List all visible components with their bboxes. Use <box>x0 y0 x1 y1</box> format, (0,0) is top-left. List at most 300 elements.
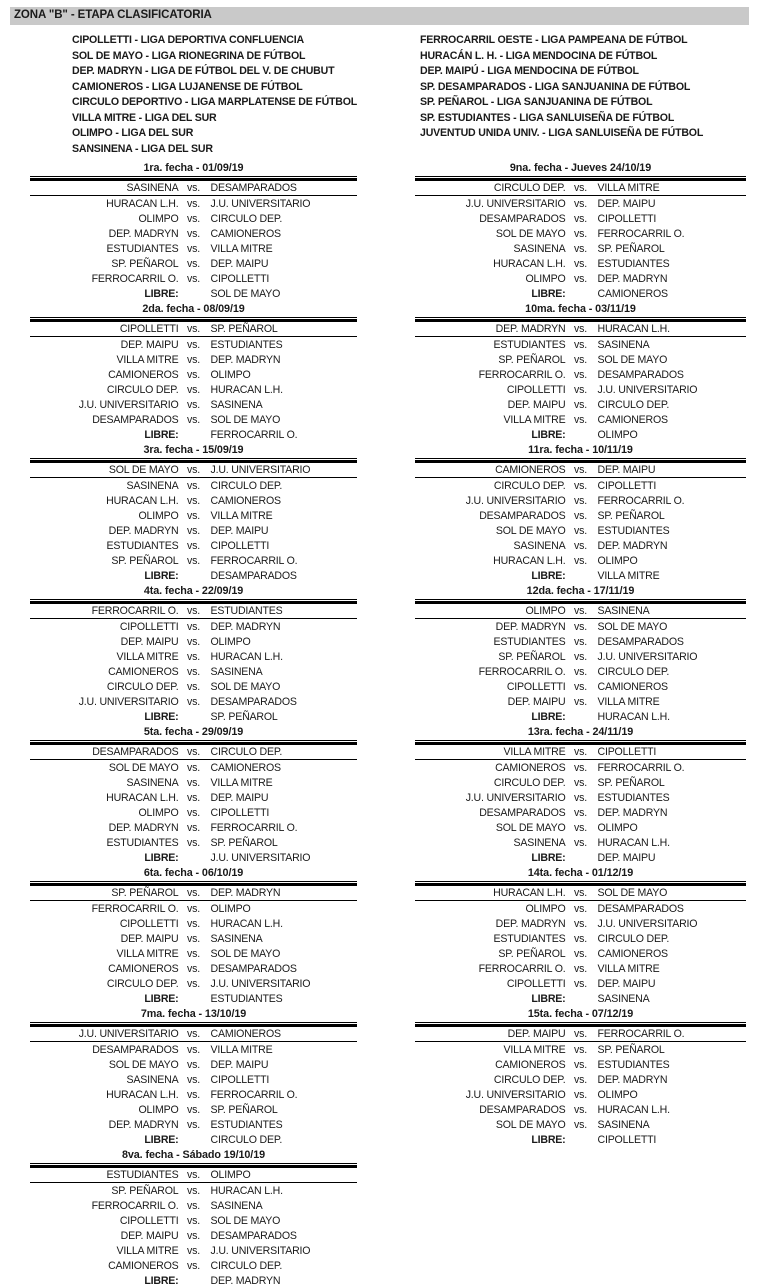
vs-label: vs. <box>187 635 200 648</box>
match-row <box>30 337 357 352</box>
home-team: DEP. MAIPU <box>507 1028 566 1040</box>
away-team: CIRCULO DEP. <box>210 212 283 225</box>
match-row <box>415 553 746 568</box>
away-team: J.U. UNIVERSITARIO <box>210 464 311 476</box>
away-team: OLIMPO <box>597 554 638 567</box>
home-team: ESTUDIANTES <box>106 242 179 255</box>
team-league-line: SOL DE MAYO - LIGA RIONEGRINA DE FÚTBOL <box>72 49 306 62</box>
match-row <box>415 1117 746 1132</box>
match-row <box>415 397 746 412</box>
vs-label: vs. <box>574 464 587 476</box>
match-row <box>30 805 357 820</box>
away-team: CIPOLLETTI <box>210 272 270 285</box>
libre-team: J.U. UNIVERSITARIO <box>210 851 311 864</box>
fecha-title: 4ta. fecha - 22/09/19 <box>30 583 357 600</box>
away-team: CAMIONEROS <box>597 947 668 960</box>
home-team: DEP. MAIPU <box>120 932 179 945</box>
libre-row <box>415 286 746 301</box>
away-team: OLIMPO <box>210 902 251 915</box>
vs-label: vs. <box>187 413 200 426</box>
vs-label: vs. <box>187 353 200 366</box>
team-league-line: SP. DESAMPARADOS - LIGA SANJUANINA DE FÚTBOL <box>420 80 691 93</box>
vs-label: vs. <box>187 947 200 960</box>
vs-label: vs. <box>187 524 200 537</box>
match-row <box>415 664 746 679</box>
home-team: CIRCULO DEP. <box>493 776 566 789</box>
match-row <box>415 463 746 478</box>
away-team: ESTUDIANTES <box>210 1118 283 1131</box>
vs-label: vs. <box>187 650 200 663</box>
home-team: CIPOLLETTI <box>506 977 566 990</box>
away-team: SP. PEÑAROL <box>210 323 278 335</box>
vs-label: vs. <box>187 695 200 708</box>
home-team: CAMIONEROS <box>495 464 566 476</box>
fecha-title: 11ra. fecha - 10/11/19 <box>415 442 746 459</box>
away-team: VILLA MITRE <box>597 182 660 194</box>
away-team: CIPOLLETTI <box>210 1073 270 1086</box>
home-team: J.U. UNIVERSITARIO <box>78 398 179 411</box>
vs-label: vs. <box>574 182 587 194</box>
fecha-block <box>415 1006 746 1147</box>
libre-team: ESTUDIANTES <box>210 992 283 1005</box>
match-row <box>30 1258 357 1273</box>
vs-label: vs. <box>187 479 200 492</box>
vs-label: vs. <box>187 1199 200 1212</box>
away-team: VILLA MITRE <box>210 242 273 255</box>
match-row <box>415 181 746 196</box>
away-team: FERROCARRIL O. <box>210 821 298 834</box>
match-row <box>415 1072 746 1087</box>
away-team: VILLA MITRE <box>210 509 273 522</box>
vs-label: vs. <box>187 806 200 819</box>
away-team: HURACAN L.H. <box>210 383 283 396</box>
vs-label: vs. <box>574 524 587 537</box>
away-team: DEP. MAIPU <box>210 524 269 537</box>
away-team: CIPOLLETTI <box>597 479 657 492</box>
away-team: SP. PEÑAROL <box>597 509 665 522</box>
home-team: CIRCULO DEP. <box>493 479 566 492</box>
match-row <box>415 760 746 775</box>
home-team: OLIMPO <box>525 272 566 285</box>
home-team: OLIMPO <box>138 1103 179 1116</box>
away-team: DESAMPARADOS <box>210 695 297 708</box>
home-team: HURACAN L.H. <box>493 554 566 567</box>
teams-list-right <box>420 33 759 157</box>
home-team: DEP. MADRYN <box>108 821 179 834</box>
match-row <box>415 901 746 916</box>
match-row <box>30 1198 357 1213</box>
home-team: SP. PEÑAROL <box>498 650 566 663</box>
vs-label: vs. <box>574 257 587 270</box>
match-row <box>30 634 357 649</box>
away-team: OLIMPO <box>210 1169 251 1181</box>
away-team: HURACAN L.H. <box>210 1184 283 1197</box>
match-row <box>415 835 746 850</box>
match-row <box>30 916 357 931</box>
vs-label: vs. <box>187 746 200 758</box>
vs-label: vs. <box>574 1028 587 1040</box>
vs-label: vs. <box>187 917 200 930</box>
team-league-line: CAMIONEROS - LIGA LUJANENSE DE FÚTBOL <box>72 80 303 93</box>
home-team: SOL DE MAYO <box>495 821 566 834</box>
away-team: SP. PEÑAROL <box>210 1103 278 1116</box>
vs-label: vs. <box>574 323 587 335</box>
match-row <box>30 961 357 976</box>
vs-label: vs. <box>187 272 200 285</box>
away-team: SOL DE MAYO <box>597 887 668 899</box>
home-team: DEP. MAIPU <box>507 398 566 411</box>
team-league-line: SP. ESTUDIANTES - LIGA SANLUISEÑA DE FÚTBOL <box>420 111 675 124</box>
vs-label: vs. <box>187 791 200 804</box>
vs-label: vs. <box>187 1214 200 1227</box>
team-league-line: HURACÁN L. H. - LIGA MENDOCINA DE FÚTBOL <box>420 49 658 62</box>
libre-label: LIBRE: <box>531 710 566 723</box>
away-team: ESTUDIANTES <box>597 257 670 270</box>
match-row <box>30 1117 357 1132</box>
match-row <box>30 1027 357 1042</box>
home-team: OLIMPO <box>138 806 179 819</box>
match-row <box>30 322 357 337</box>
vs-label: vs. <box>187 977 200 990</box>
libre-row <box>30 850 357 865</box>
away-team: FERROCARRIL O. <box>597 227 685 240</box>
match-row <box>415 493 746 508</box>
away-team: DEP. MAIPU <box>597 977 656 990</box>
vs-label: vs. <box>574 1073 587 1086</box>
match-row <box>415 976 746 991</box>
home-team: SASINENA <box>126 776 179 789</box>
away-team: FERROCARRIL O. <box>597 1028 685 1040</box>
match-row <box>30 946 357 961</box>
match-row <box>415 805 746 820</box>
home-team: SASINENA <box>513 242 566 255</box>
away-team: J.U. UNIVERSITARIO <box>210 197 311 210</box>
away-team: OLIMPO <box>210 635 251 648</box>
away-team: DEP. MADRYN <box>210 887 281 899</box>
match-row <box>30 775 357 790</box>
vs-label: vs. <box>187 821 200 834</box>
match-row <box>30 241 357 256</box>
match-row <box>30 412 357 427</box>
vs-label: vs. <box>187 509 200 522</box>
away-team: CIRCULO DEP. <box>210 746 283 758</box>
match-row <box>415 931 746 946</box>
match-row <box>30 352 357 367</box>
page <box>0 7 759 1287</box>
libre-row <box>415 991 746 1006</box>
libre-team: DEP. MADRYN <box>210 1274 281 1287</box>
away-team: CAMIONEROS <box>597 680 668 693</box>
away-team: SOL DE MAYO <box>597 620 668 633</box>
vs-label: vs. <box>574 398 587 411</box>
home-team: FERROCARRIL O. <box>91 902 179 915</box>
fecha-block <box>415 442 746 583</box>
home-team: SASINENA <box>126 479 179 492</box>
away-team: CAMIONEROS <box>210 494 281 507</box>
away-team: HURACAN L.H. <box>597 1103 670 1116</box>
home-team: DEP. MAIPU <box>120 338 179 351</box>
match-row <box>415 1057 746 1072</box>
libre-team: VILLA MITRE <box>597 569 660 582</box>
match-row <box>30 694 357 709</box>
vs-label: vs. <box>187 887 200 899</box>
libre-row <box>30 286 357 301</box>
match-row <box>30 619 357 634</box>
team-league-line: JUVENTUD UNIDA UNIV. - LIGA SANLUISEÑA DE FÚTBOL <box>420 127 704 139</box>
away-team: SOL DE MAYO <box>210 947 281 960</box>
home-team: DEP. MADRYN <box>108 524 179 537</box>
home-team: HURACAN L.H. <box>493 257 566 270</box>
home-team: ESTUDIANTES <box>106 836 179 849</box>
libre-label: LIBRE: <box>144 1133 179 1146</box>
home-team: SASINENA <box>513 539 566 552</box>
libre-team: SASINENA <box>597 992 650 1005</box>
away-team: J.U. UNIVERSITARIO <box>597 650 698 663</box>
match-row <box>30 760 357 775</box>
home-team: VILLA MITRE <box>116 1244 179 1257</box>
vs-label: vs. <box>187 539 200 552</box>
away-team: SASINENA <box>210 1199 263 1212</box>
home-team: HURACAN L.H. <box>106 494 179 507</box>
libre-row <box>30 568 357 583</box>
fecha-title: 3ra. fecha - 15/09/19 <box>30 442 357 459</box>
vs-label: vs. <box>187 1028 200 1040</box>
match-row <box>30 835 357 850</box>
vs-label: vs. <box>574 620 587 633</box>
fixtures-column-left <box>30 160 357 1288</box>
home-team: CAMIONEROS <box>108 1259 179 1272</box>
fecha-block <box>30 160 357 301</box>
vs-label: vs. <box>574 479 587 492</box>
away-team: HURACAN L.H. <box>597 323 670 335</box>
match-row <box>30 382 357 397</box>
teams-section <box>0 33 759 157</box>
home-team: VILLA MITRE <box>116 947 179 960</box>
match-row <box>30 196 357 211</box>
home-team: FERROCARRIL O. <box>91 605 179 617</box>
vs-label: vs. <box>187 398 200 411</box>
away-team: SP. PEÑAROL <box>597 242 665 255</box>
away-team: ESTUDIANTES <box>597 1058 670 1071</box>
libre-row <box>30 709 357 724</box>
away-team: FERROCARRIL O. <box>597 494 685 507</box>
libre-label: LIBRE: <box>144 1274 179 1287</box>
match-row <box>30 1228 357 1243</box>
match-row <box>415 337 746 352</box>
fecha-title: 13ra. fecha - 24/11/19 <box>415 724 746 741</box>
match-row <box>30 1057 357 1072</box>
team-league-line: FERROCARRIL OESTE - LIGA PAMPEANA DE FÚTBOL <box>420 34 688 46</box>
match-row <box>30 538 357 553</box>
home-team: SASINENA <box>513 836 566 849</box>
match-row <box>30 820 357 835</box>
match-row <box>30 1042 357 1057</box>
vs-label: vs. <box>187 323 200 335</box>
vs-label: vs. <box>574 947 587 960</box>
match-row <box>415 694 746 709</box>
match-row <box>30 901 357 916</box>
fecha-block <box>30 724 357 865</box>
libre-team: CIRCULO DEP. <box>210 1133 283 1146</box>
fecha-block <box>30 865 357 1006</box>
match-row <box>30 976 357 991</box>
away-team: DESAMPARADOS <box>597 368 684 381</box>
vs-label: vs. <box>574 494 587 507</box>
vs-label: vs. <box>187 1073 200 1086</box>
vs-label: vs. <box>574 776 587 789</box>
vs-label: vs. <box>574 605 587 617</box>
away-team: OLIMPO <box>597 1088 638 1101</box>
team-league-line: DEP. MAIPÚ - LIGA MENDOCINA DE FÚTBOL <box>420 65 639 77</box>
home-team: CIRCULO DEP. <box>106 383 179 396</box>
fecha-block <box>415 301 746 442</box>
home-team: CAMIONEROS <box>108 368 179 381</box>
libre-label: LIBRE: <box>144 992 179 1005</box>
home-team: SASINENA <box>126 182 179 194</box>
match-row <box>415 523 746 538</box>
vs-label: vs. <box>187 932 200 945</box>
vs-label: vs. <box>574 680 587 693</box>
vs-label: vs. <box>187 464 200 476</box>
home-team: HURACAN L.H. <box>106 1088 179 1101</box>
fecha-block <box>30 1147 357 1288</box>
fecha-title: 9na. fecha - Jueves 24/10/19 <box>415 160 746 177</box>
vs-label: vs. <box>187 665 200 678</box>
libre-team: OLIMPO <box>597 428 638 441</box>
libre-label: LIBRE: <box>531 992 566 1005</box>
away-team: FERROCARRIL O. <box>597 761 685 774</box>
fecha-block <box>30 1006 357 1147</box>
vs-label: vs. <box>187 1088 200 1101</box>
vs-label: vs. <box>574 665 587 678</box>
vs-label: vs. <box>574 746 587 758</box>
away-team: CIRCULO DEP. <box>597 665 670 678</box>
match-row <box>415 790 746 805</box>
vs-label: vs. <box>574 806 587 819</box>
match-row <box>30 523 357 538</box>
home-team: FERROCARRIL O. <box>91 272 179 285</box>
away-team: SOL DE MAYO <box>597 353 668 366</box>
home-team: ESTUDIANTES <box>106 1169 179 1181</box>
home-team: ESTUDIANTES <box>493 338 566 351</box>
home-team: DESAMPARADOS <box>479 212 566 225</box>
fecha-title: 14ta. fecha - 01/12/19 <box>415 865 746 882</box>
home-team: DESAMPARADOS <box>92 746 179 758</box>
fecha-title: 7ma. fecha - 13/10/19 <box>30 1006 357 1023</box>
home-team: DESAMPARADOS <box>479 1103 566 1116</box>
libre-team: CAMIONEROS <box>597 287 668 300</box>
match-row <box>415 946 746 961</box>
match-row <box>415 604 746 619</box>
home-team: ESTUDIANTES <box>106 539 179 552</box>
away-team: DEP. MADRYN <box>597 539 668 552</box>
vs-label: vs. <box>187 902 200 915</box>
home-team: SP. PEÑAROL <box>498 353 566 366</box>
vs-label: vs. <box>187 836 200 849</box>
away-team: DEP. MAIPU <box>210 1058 269 1071</box>
home-team: ESTUDIANTES <box>493 932 566 945</box>
home-team: CIRCULO DEP. <box>106 680 179 693</box>
vs-label: vs. <box>187 1103 200 1116</box>
zone-header: ZONA "B" - ETAPA CLASIFICATORIA <box>10 7 749 25</box>
vs-label: vs. <box>574 413 587 426</box>
away-team: CAMIONEROS <box>210 227 281 240</box>
away-team: CIPOLLETTI <box>597 746 657 758</box>
fecha-title: 10ma. fecha - 03/11/19 <box>415 301 746 318</box>
away-team: CIRCULO DEP. <box>597 932 670 945</box>
vs-label: vs. <box>187 494 200 507</box>
vs-label: vs. <box>187 368 200 381</box>
home-team: SOL DE MAYO <box>495 227 566 240</box>
vs-label: vs. <box>187 761 200 774</box>
fecha-title: 15ta. fecha - 07/12/19 <box>415 1006 746 1023</box>
vs-label: vs. <box>187 1058 200 1071</box>
libre-row <box>415 850 746 865</box>
away-team: SASINENA <box>597 338 650 351</box>
match-row <box>415 820 746 835</box>
libre-row <box>30 991 357 1006</box>
match-row <box>30 271 357 286</box>
home-team: OLIMPO <box>525 605 566 617</box>
home-team: SP. PEÑAROL <box>111 257 179 270</box>
away-team: DEP. MADRYN <box>597 1073 668 1086</box>
home-team: DEP. MADRYN <box>108 227 179 240</box>
home-team: CIPOLLETTI <box>119 1214 179 1227</box>
away-team: CIPOLLETTI <box>597 212 657 225</box>
away-team: HURACAN L.H. <box>597 836 670 849</box>
away-team: ESTUDIANTES <box>210 338 283 351</box>
team-league-line: OLIMPO - LIGA DEL SUR <box>72 127 194 139</box>
away-team: DEP. MAIPU <box>597 197 656 210</box>
match-row <box>415 649 746 664</box>
away-team: J.U. UNIVERSITARIO <box>210 977 311 990</box>
team-league-line: CIPOLLETTI - LIGA DEPORTIVA CONFLUENCIA <box>72 34 304 46</box>
libre-label: LIBRE: <box>144 569 179 582</box>
libre-team: DESAMPARADOS <box>210 569 297 582</box>
match-row <box>415 538 746 553</box>
vs-label: vs. <box>574 554 587 567</box>
vs-label: vs. <box>574 977 587 990</box>
vs-label: vs. <box>187 242 200 255</box>
match-row <box>30 181 357 196</box>
home-team: J.U. UNIVERSITARIO <box>78 695 179 708</box>
libre-label: LIBRE: <box>531 428 566 441</box>
match-row <box>30 1168 357 1183</box>
vs-label: vs. <box>574 635 587 648</box>
vs-label: vs. <box>187 1244 200 1257</box>
away-team: CIPOLLETTI <box>210 806 270 819</box>
vs-label: vs. <box>187 1259 200 1272</box>
vs-label: vs. <box>187 1118 200 1131</box>
vs-label: vs. <box>574 353 587 366</box>
home-team: VILLA MITRE <box>116 650 179 663</box>
home-team: FERROCARRIL O. <box>478 962 566 975</box>
away-team: CIRCULO DEP. <box>210 1259 283 1272</box>
match-row <box>30 649 357 664</box>
home-team: SOL DE MAYO <box>495 1118 566 1131</box>
away-team: J.U. UNIVERSITARIO <box>210 1244 311 1257</box>
home-team: DEP. MADRYN <box>495 620 566 633</box>
away-team: CIRCULO DEP. <box>597 398 670 411</box>
match-row <box>30 508 357 523</box>
vs-label: vs. <box>574 242 587 255</box>
match-row <box>415 1087 746 1102</box>
home-team: DESAMPARADOS <box>92 413 179 426</box>
fecha-block <box>415 160 746 301</box>
libre-row <box>415 709 746 724</box>
home-team: CAMIONEROS <box>108 962 179 975</box>
home-team: VILLA MITRE <box>503 746 566 758</box>
